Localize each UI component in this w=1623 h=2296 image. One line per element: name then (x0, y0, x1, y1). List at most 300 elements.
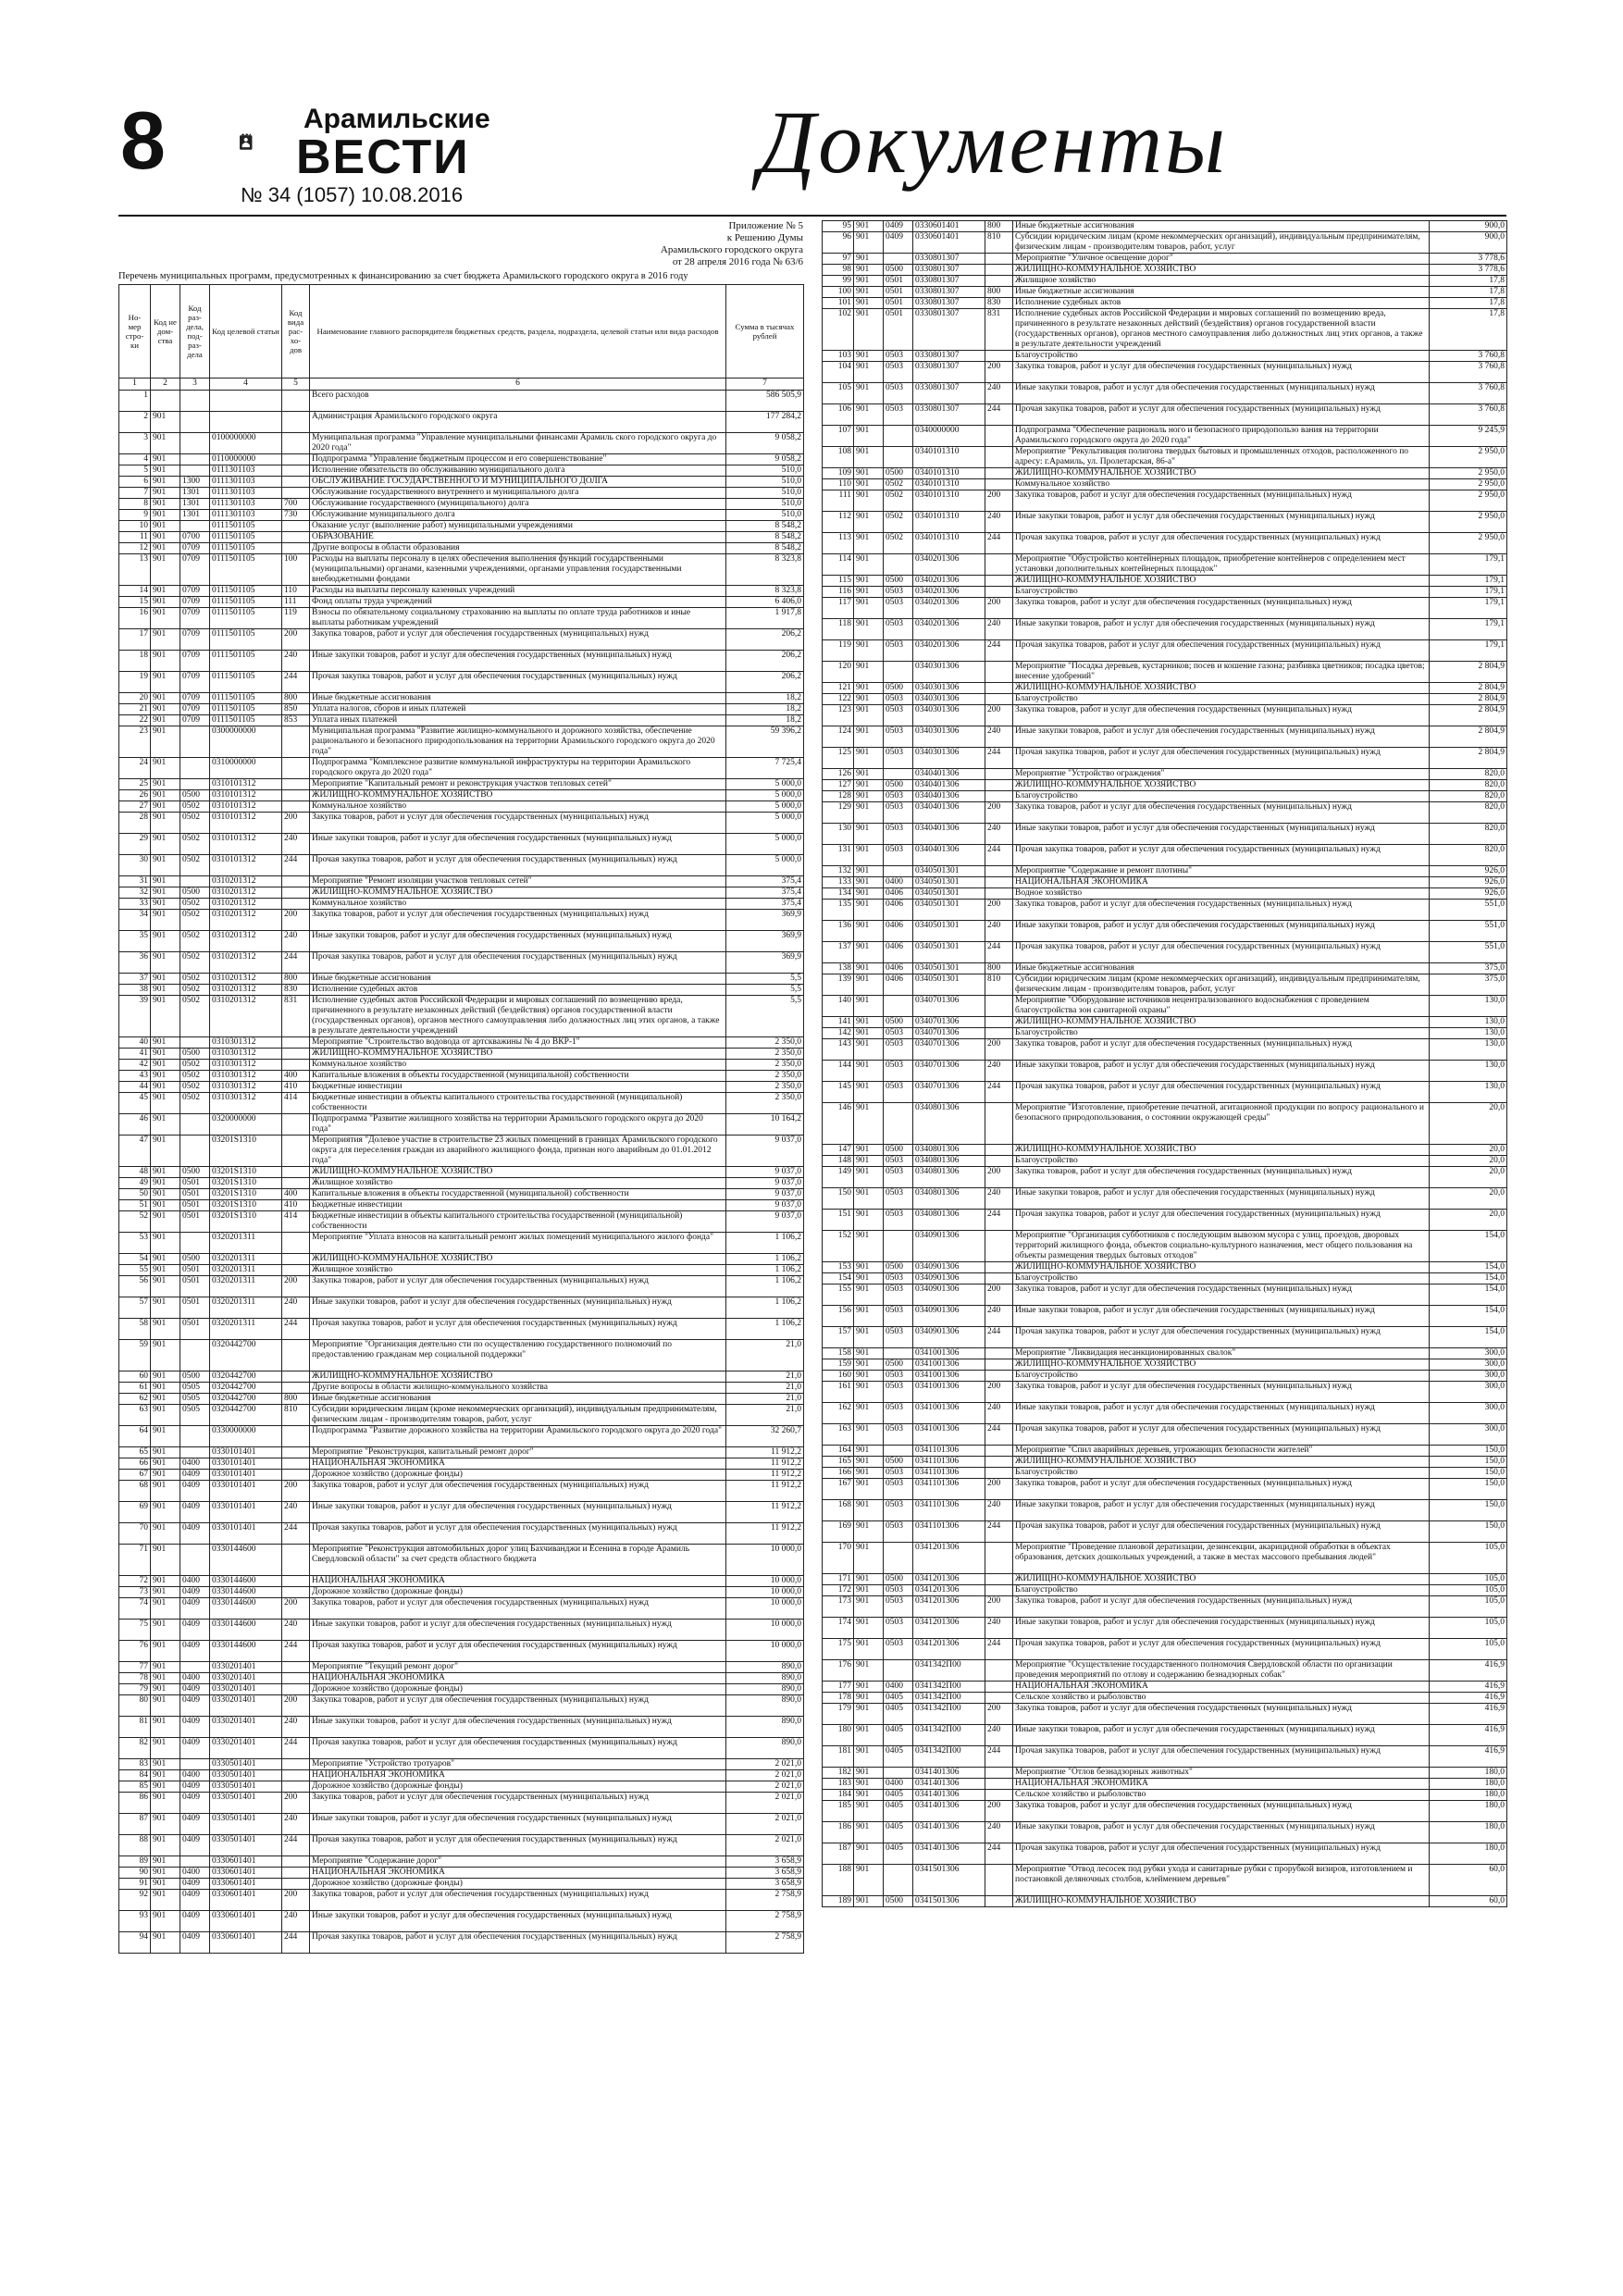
section-code (884, 254, 913, 265)
row-number: 64 (119, 1426, 151, 1447)
expense-type-code (282, 1587, 310, 1598)
column-index: 7 (726, 379, 804, 391)
expense-type-code (282, 1770, 310, 1781)
section-code: 0502 (180, 952, 210, 974)
row-number: 40 (119, 1037, 151, 1049)
row-number: 172 (823, 1585, 854, 1596)
expense-type-code (282, 412, 310, 433)
item-name: Прочая закупка товаров, работ и услуг для обеспечения государственных (муниципальных) нужд (310, 855, 726, 876)
item-amount: 150,0 (1430, 1446, 1507, 1457)
table-row (119, 931, 804, 952)
expense-type-code (282, 1662, 310, 1673)
expense-type-code (985, 694, 1013, 705)
table-row (823, 866, 1507, 877)
item-amount: 2 021,0 (726, 1814, 804, 1835)
section-code (884, 662, 913, 683)
item-name: Мероприятие "Содержание дорог" (310, 1856, 726, 1868)
department-code: 901 (854, 1145, 884, 1156)
section-code: 0709 (180, 672, 210, 693)
department-code: 901 (151, 1060, 180, 1071)
department-code: 901 (151, 910, 180, 931)
section-code (180, 1037, 210, 1049)
item-name: ЖИЛИЩНО-КОММУНАЛЬНОЕ ХОЗЯЙСТВО (310, 887, 726, 899)
item-name: Закупка товаров, работ и услуг для обеспечения государственных (муниципальных) нужд (310, 1890, 726, 1911)
appendix-note (118, 220, 803, 268)
expense-type-code: 240 (985, 383, 1013, 404)
row-number: 170 (823, 1543, 854, 1574)
section-code: 0409 (180, 1695, 210, 1717)
target-article-code: 0111501105 (210, 543, 282, 554)
section-code: 0709 (180, 554, 210, 586)
item-amount: 10 000,0 (726, 1545, 804, 1576)
section-code: 0500 (884, 683, 913, 694)
target-article-code: 0330801307 (913, 351, 985, 362)
item-amount: 8 548,2 (726, 521, 804, 532)
row-number: 101 (823, 298, 854, 309)
target-article-code: 0341342П00 (913, 1660, 985, 1682)
section-code: 0405 (884, 1822, 913, 1843)
table-row (119, 1340, 804, 1371)
item-amount: 300,0 (1430, 1348, 1507, 1359)
item-amount: 206,2 (726, 672, 804, 693)
department-code: 901 (151, 1167, 180, 1178)
target-article-code: 0330201401 (210, 1662, 282, 1673)
department-code: 901 (151, 1426, 180, 1447)
column-header: Сумма в тысячах рублей (726, 285, 804, 379)
item-amount: 9 058,2 (726, 454, 804, 465)
item-name: Прочая закупка товаров, работ и услуг для обеспечения государственных (муниципальных) нужд (1013, 640, 1430, 662)
column-header: Код целевой статьи (210, 285, 282, 379)
section-code: 0709 (180, 629, 210, 651)
table-row (823, 963, 1507, 974)
expense-type-code: 240 (985, 1188, 1013, 1210)
target-article-code: 0341342П00 (913, 1682, 985, 1693)
expense-type-code: 240 (985, 1061, 1013, 1082)
table-row (119, 1868, 804, 1879)
item-name: Закупка товаров, работ и услуг для обеспечения государственных (муниципальных) нужд (1013, 802, 1430, 824)
table-row (119, 1470, 804, 1481)
left-column (118, 220, 803, 1954)
table-row (823, 694, 1507, 705)
row-number: 154 (823, 1273, 854, 1285)
target-article-code: 0320442700 (210, 1383, 282, 1394)
department-code: 901 (854, 1028, 884, 1039)
section-code: 0503 (884, 824, 913, 845)
department-code: 901 (151, 1383, 180, 1394)
department-code: 901 (854, 1725, 884, 1746)
item-name: Иные бюджетные ассигнования (310, 693, 726, 704)
expense-type-code (985, 1682, 1013, 1693)
newspaper-logo (239, 107, 296, 178)
table-row (119, 391, 804, 412)
table-row (823, 802, 1507, 824)
section-code: 0400 (884, 1682, 913, 1693)
row-number: 148 (823, 1156, 854, 1167)
item-amount: 5 000,0 (726, 813, 804, 834)
expense-type-code (985, 996, 1013, 1017)
row-number: 119 (823, 640, 854, 662)
table-row (823, 1574, 1507, 1585)
item-amount: 2 350,0 (726, 1037, 804, 1049)
item-amount: 2 950,0 (1430, 512, 1507, 533)
item-amount: 11 912,2 (726, 1481, 804, 1502)
item-amount: 3 658,9 (726, 1856, 804, 1868)
section-code (884, 1348, 913, 1359)
department-code: 901 (151, 1814, 180, 1835)
department-code: 901 (151, 1189, 180, 1200)
target-article-code: 0330601401 (210, 1868, 282, 1879)
item-name: ЖИЛИЩНО-КОММУНАЛЬНОЕ ХОЗЯЙСТВО (1013, 1457, 1430, 1468)
table-row (119, 1405, 804, 1426)
row-number: 127 (823, 780, 854, 791)
item-amount: 18,2 (726, 704, 804, 715)
table-row (119, 1189, 804, 1200)
expense-type-code: 244 (282, 1738, 310, 1759)
row-number: 126 (823, 769, 854, 780)
row-number: 121 (823, 683, 854, 694)
item-name: Благоустройство (1013, 1468, 1430, 1479)
item-amount: 510,0 (726, 488, 804, 499)
expense-type-code (985, 877, 1013, 888)
table-row (119, 412, 804, 433)
row-number: 189 (823, 1896, 854, 1907)
item-name: Сельское хозяйство и рыболовство (1013, 1790, 1430, 1801)
expense-type-code: 244 (985, 748, 1013, 769)
department-code: 901 (854, 479, 884, 490)
section-code: 0502 (180, 801, 210, 813)
section-code: 0400 (884, 1779, 913, 1790)
department-code: 901 (151, 488, 180, 499)
item-name: Иные закупки товаров, работ и услуг для обеспечения государственных (муниципальных) нужд (1013, 512, 1430, 533)
item-amount: 1 106,2 (726, 1319, 804, 1340)
department-code: 901 (151, 1576, 180, 1587)
section-code: 0503 (884, 1306, 913, 1327)
table-row (119, 1587, 804, 1598)
section-code (180, 1233, 210, 1254)
item-amount: 17,8 (1430, 287, 1507, 298)
department-code: 901 (854, 748, 884, 769)
section-code: 0503 (884, 587, 913, 598)
row-number: 123 (823, 705, 854, 726)
item-name: Прочая закупка товаров, работ и услуг для обеспечения государственных (муниципальных) нужд (1013, 533, 1430, 554)
section-code: 0500 (884, 1145, 913, 1156)
department-code: 901 (854, 802, 884, 824)
item-amount: 11 912,2 (726, 1447, 804, 1458)
target-article-code: 0340101310 (913, 447, 985, 468)
expense-type-code: 800 (282, 1394, 310, 1405)
row-number: 38 (119, 985, 151, 996)
list-title: Перечень муниципальных программ, предусмотренных к финансированию за счет бюджета Арамильского городского округа в 2016 году (118, 271, 688, 281)
department-code: 901 (151, 1717, 180, 1738)
table-row (823, 1082, 1507, 1103)
target-article-code: 0340301306 (913, 662, 985, 683)
section-code (884, 447, 913, 468)
item-name: Иные закупки товаров, работ и услуг для обеспечения государственных (муниципальных) нужд (1013, 1403, 1430, 1424)
item-amount: 105,0 (1430, 1585, 1507, 1596)
item-amount: 1 106,2 (726, 1233, 804, 1254)
table-row (119, 1781, 804, 1793)
table-row (119, 465, 804, 477)
item-name: Иные закупки товаров, работ и услуг для обеспечения государственных (муниципальных) нужд (1013, 1618, 1430, 1639)
table-row (823, 780, 1507, 791)
section-code: 0502 (180, 996, 210, 1037)
department-code: 901 (854, 1822, 884, 1843)
column-index: 5 (282, 379, 310, 391)
department-code: 901 (854, 1543, 884, 1574)
row-number: 129 (823, 802, 854, 824)
expense-type-code: 244 (985, 1746, 1013, 1768)
item-amount: 6 406,0 (726, 597, 804, 608)
row-number: 117 (823, 598, 854, 619)
expense-type-code (282, 1340, 310, 1371)
target-article-code: 0340301306 (913, 694, 985, 705)
department-code: 901 (854, 1801, 884, 1822)
section-code (884, 1660, 913, 1682)
column-header: Код не дом- ства (151, 285, 180, 379)
section-code: 0400 (884, 877, 913, 888)
section-code: 0502 (180, 1082, 210, 1093)
item-amount: 105,0 (1430, 1543, 1507, 1574)
table-row (823, 490, 1507, 512)
expense-type-code: 240 (985, 512, 1013, 533)
table-row (823, 362, 1507, 383)
section-code (180, 1114, 210, 1136)
item-amount: 375,4 (726, 899, 804, 910)
target-article-code: 0310201312 (210, 876, 282, 887)
target-article-code: 0330501401 (210, 1835, 282, 1856)
item-amount: 2 350,0 (726, 1060, 804, 1071)
target-article-code: 0111501105 (210, 715, 282, 726)
table-row (823, 1145, 1507, 1156)
row-number: 109 (823, 468, 854, 479)
target-article-code: 0341101306 (913, 1468, 985, 1479)
table-row (823, 276, 1507, 287)
expense-type-code: 244 (985, 1082, 1013, 1103)
row-number: 159 (823, 1359, 854, 1371)
target-article-code: 0320000000 (210, 1114, 282, 1136)
target-article-code: 0340701306 (913, 1082, 985, 1103)
table-row (119, 521, 804, 532)
table-row (823, 1479, 1507, 1500)
row-number: 131 (823, 845, 854, 866)
target-article-code: 0330601401 (913, 221, 985, 232)
item-amount: 890,0 (726, 1738, 804, 1759)
target-article-code: 0341101306 (913, 1446, 985, 1457)
item-name: ЖИЛИЩНО-КОММУНАЛЬНОЕ ХОЗЯЙСТВО (1013, 780, 1430, 791)
row-number: 113 (823, 533, 854, 554)
department-code: 901 (854, 404, 884, 426)
item-amount: 820,0 (1430, 791, 1507, 802)
target-article-code: 0320201311 (210, 1319, 282, 1340)
right-column (822, 220, 1506, 1907)
target-article-code: 0340701306 (913, 996, 985, 1017)
row-number: 44 (119, 1082, 151, 1093)
row-number: 21 (119, 704, 151, 715)
department-code: 901 (854, 468, 884, 479)
expense-type-code (282, 790, 310, 801)
item-amount: 150,0 (1430, 1521, 1507, 1543)
expense-type-code (985, 479, 1013, 490)
table-row (119, 1835, 804, 1856)
expense-type-code: 244 (985, 1424, 1013, 1446)
item-name: Бюджетные инвестиции в объекты капитального строительства государственной (муниципальной) собственности (310, 1093, 726, 1114)
expense-type-code: 831 (282, 996, 310, 1037)
item-name: Взносы по обязательному социальному страхованию на выплаты по оплате труда работников и иные выплаты работникам учреждений (310, 608, 726, 629)
section-code: 0405 (884, 1725, 913, 1746)
table-row (823, 1585, 1507, 1596)
department-code: 901 (151, 715, 180, 726)
target-article-code: 0100000000 (210, 433, 282, 454)
department-code: 901 (151, 1254, 180, 1265)
row-number: 115 (823, 576, 854, 587)
row-number: 33 (119, 899, 151, 910)
row-number: 152 (823, 1231, 854, 1262)
department-code: 901 (151, 433, 180, 454)
section-code: 0503 (884, 1210, 913, 1231)
row-number: 42 (119, 1060, 151, 1071)
item-name: Благоустройство (1013, 587, 1430, 598)
row-number: 76 (119, 1641, 151, 1662)
department-code: 901 (151, 1890, 180, 1911)
expense-type-code: 414 (282, 1211, 310, 1233)
item-name: Капитальные вложения в объекты государственной (муниципальной) собственности (310, 1189, 726, 1200)
department-code: 901 (151, 672, 180, 693)
target-article-code: 0341342П00 (913, 1725, 985, 1746)
expense-type-code: 200 (282, 1481, 310, 1502)
department-code: 901 (151, 1319, 180, 1340)
section-code: 0400 (180, 1868, 210, 1879)
department-code: 901 (151, 1879, 180, 1890)
item-amount: 179,1 (1430, 576, 1507, 587)
item-name: Коммунальное хозяйство (310, 1060, 726, 1071)
section-code: 0503 (884, 1188, 913, 1210)
item-name: Закупка товаров, работ и услуг для обеспечения государственных (муниципальных) нужд (1013, 1167, 1430, 1188)
row-number: 100 (823, 287, 854, 298)
target-article-code: 0340501301 (913, 921, 985, 942)
table-row (119, 813, 804, 834)
section-code: 0409 (180, 1879, 210, 1890)
target-article-code: 0300000000 (210, 726, 282, 758)
section-code: 0409 (180, 1793, 210, 1814)
target-article-code: 0330101401 (210, 1470, 282, 1481)
expense-type-code (985, 1574, 1013, 1585)
expense-type-code (985, 587, 1013, 598)
target-article-code: 0310301312 (210, 1071, 282, 1082)
row-number: 187 (823, 1843, 854, 1865)
table-row (119, 887, 804, 899)
target-article-code: 0320442700 (210, 1371, 282, 1383)
section-code: 0503 (884, 598, 913, 619)
item-amount: 154,0 (1430, 1262, 1507, 1273)
department-code: 901 (151, 412, 180, 433)
row-number: 1 (119, 391, 151, 412)
row-number: 122 (823, 694, 854, 705)
target-article-code: 0340801306 (913, 1103, 985, 1145)
item-amount: 179,1 (1430, 619, 1507, 640)
section-code: 0400 (180, 1673, 210, 1684)
section-code: 0502 (180, 974, 210, 985)
section-code: 0503 (884, 845, 913, 866)
table-row (119, 1890, 804, 1911)
item-name: Благоустройство (1013, 791, 1430, 802)
section-code: 0501 (180, 1319, 210, 1340)
table-row (823, 254, 1507, 265)
table-row (119, 779, 804, 790)
table-row (119, 1276, 804, 1297)
target-article-code: 0111301103 (210, 477, 282, 488)
table-row (119, 1879, 804, 1890)
department-code: 901 (151, 1265, 180, 1276)
target-article-code: 0330801307 (913, 362, 985, 383)
item-name: Мероприятие "Ликвидация несанкционированных свалок" (1013, 1348, 1430, 1359)
table-row (823, 576, 1507, 587)
department-code: 901 (151, 1662, 180, 1673)
target-article-code: 0340501301 (913, 877, 985, 888)
item-name: Водное хозяйство (1013, 888, 1430, 900)
expense-type-code: 853 (282, 715, 310, 726)
row-number: 188 (823, 1865, 854, 1896)
table-row (119, 651, 804, 672)
table-row (119, 1673, 804, 1684)
target-article-code: 0330501401 (210, 1781, 282, 1793)
section-code: 0501 (884, 287, 913, 298)
item-name: ЖИЛИЩНО-КОММУНАЛЬНОЕ ХОЗЯЙСТВО (310, 1167, 726, 1178)
expense-type-code: 244 (985, 1639, 1013, 1660)
row-number: 180 (823, 1725, 854, 1746)
department-code: 901 (151, 1211, 180, 1233)
table-row (823, 1725, 1507, 1746)
expense-type-code (282, 1037, 310, 1049)
item-amount: 3 658,9 (726, 1879, 804, 1890)
section-code (180, 779, 210, 790)
expense-type-code (985, 1660, 1013, 1682)
item-name: НАЦИОНАЛЬНАЯ ЭКОНОМИКА (310, 1868, 726, 1879)
row-number: 104 (823, 362, 854, 383)
section-code: 0500 (180, 1254, 210, 1265)
section-code: 0501 (180, 1178, 210, 1189)
target-article-code: 0340901306 (913, 1262, 985, 1273)
target-article-code: 0330101401 (210, 1502, 282, 1523)
item-name: ЖИЛИЩНО-КОММУНАЛЬНОЕ ХОЗЯЙСТВО (310, 1254, 726, 1265)
row-number: 9 (119, 510, 151, 521)
target-article-code: 0111501105 (210, 693, 282, 704)
item-amount: 7 725,4 (726, 758, 804, 779)
section-code: 0406 (884, 900, 913, 921)
item-amount: 2 804,9 (1430, 694, 1507, 705)
expense-type-code: 240 (985, 1725, 1013, 1746)
department-code: 901 (151, 834, 180, 855)
row-number: 82 (119, 1738, 151, 1759)
department-code: 901 (151, 1297, 180, 1319)
target-article-code: 0340401306 (913, 845, 985, 866)
target-article-code: 0330801307 (913, 298, 985, 309)
table-row (119, 790, 804, 801)
target-article-code: 0341201306 (913, 1618, 985, 1639)
expense-type-code (985, 791, 1013, 802)
expense-type-code: 244 (282, 1319, 310, 1340)
target-article-code: 0340501301 (913, 888, 985, 900)
item-name: Мероприятие "Проведение плановой дератизации, дезинсекции, акарицидной обработки в объектах образования, детских дошкольных учреждений, а также в местах массового пребывания людей" (1013, 1543, 1430, 1574)
table-row (823, 1210, 1507, 1231)
expense-type-code: 200 (282, 1793, 310, 1814)
item-name: Закупка товаров, работ и услуг для обеспечения государственных (муниципальных) нужд (1013, 900, 1430, 921)
row-number: 24 (119, 758, 151, 779)
table-row (119, 726, 804, 758)
item-name: Иные закупки товаров, работ и услуг для обеспечения государственных (муниципальных) нужд (310, 834, 726, 855)
department-code: 901 (151, 1447, 180, 1458)
item-name: Иные закупки товаров, работ и услуг для обеспечения государственных (муниципальных) нужд (1013, 824, 1430, 845)
item-amount: 2 804,9 (1430, 748, 1507, 769)
